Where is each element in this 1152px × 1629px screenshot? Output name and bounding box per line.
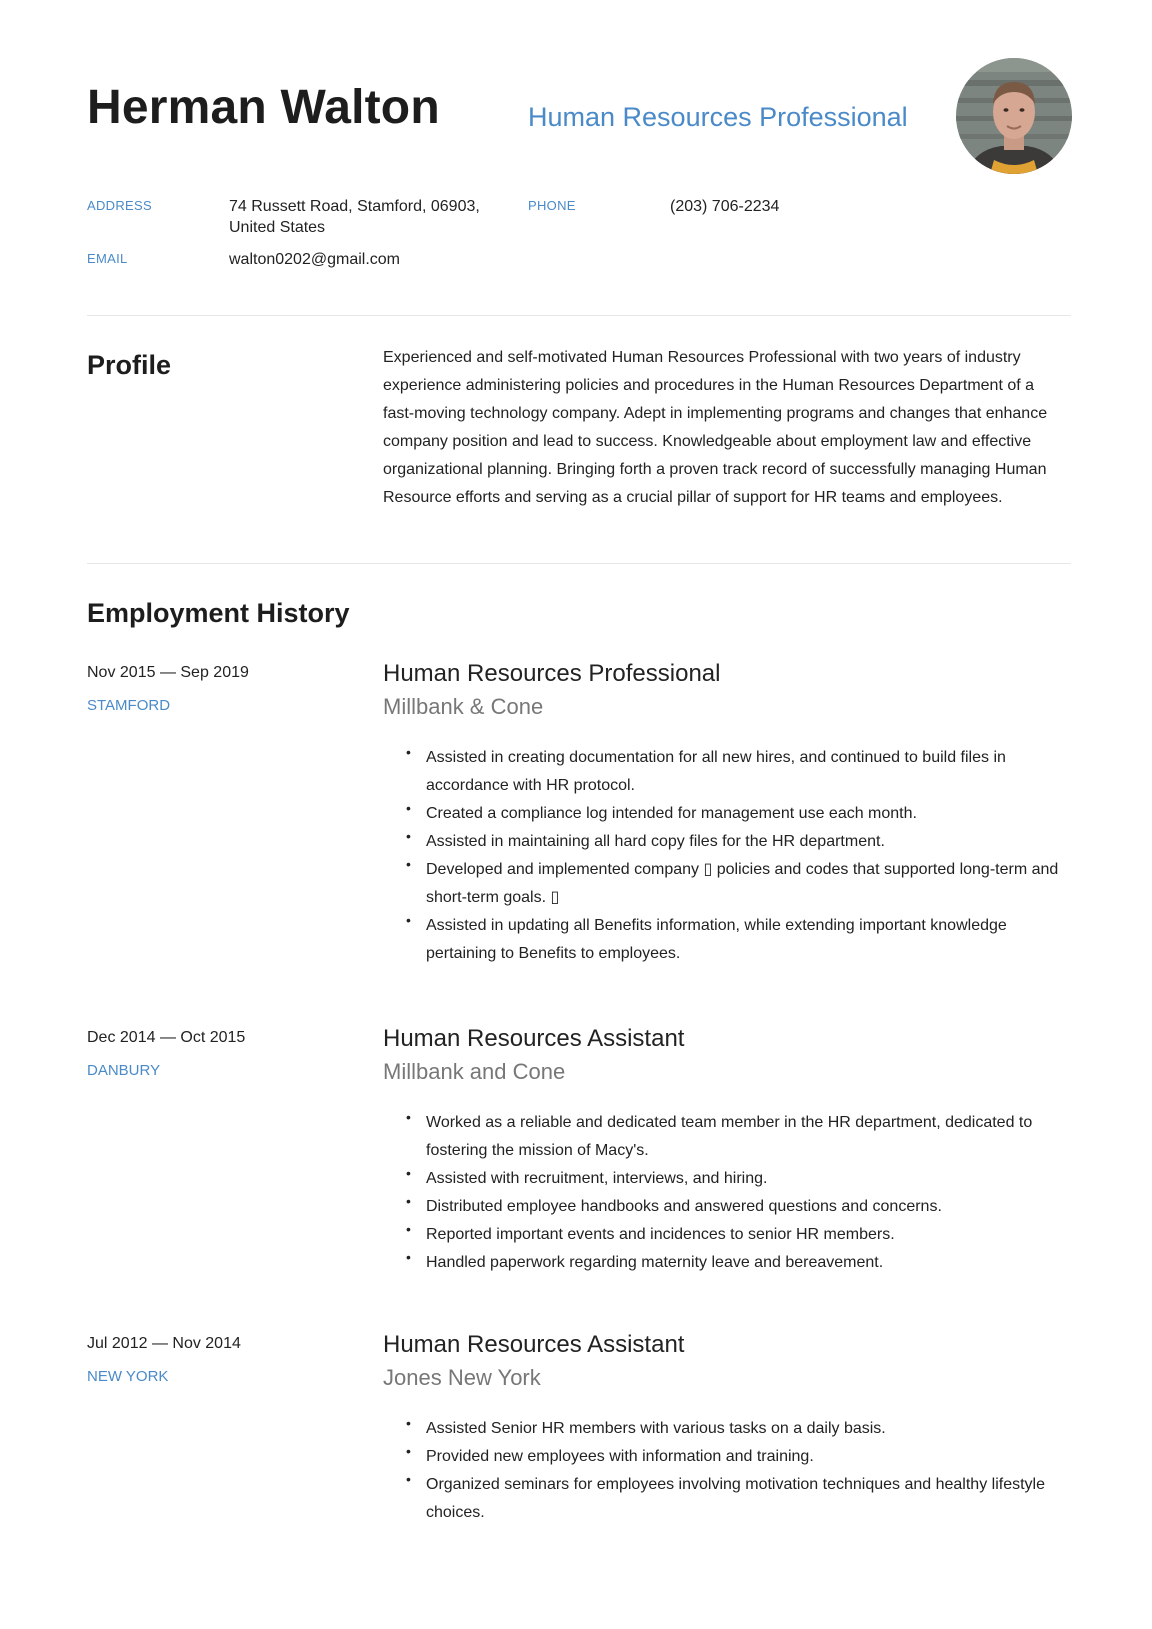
job-title: Human Resources Assistant xyxy=(383,1025,685,1052)
job-city: STAMFORD xyxy=(87,697,171,714)
duty-line: accordance with HR protocol. xyxy=(426,777,635,794)
duty-line: Reported important events and incidences to senior HR members. xyxy=(426,1226,895,1243)
job-dates: Dec 2014 — Oct 2015 xyxy=(87,1029,246,1046)
job-title: Human Resources Professional xyxy=(383,660,721,687)
job-company: Millbank & Cone xyxy=(383,694,544,719)
address-label: ADDRESS xyxy=(87,198,152,213)
duty-line: Worked as a reliable and dedicated team member in the HR department, dedicated to xyxy=(426,1114,1033,1131)
bullet-icon: • xyxy=(406,1471,411,1487)
profile-line: Experienced and self-motivated Human Resources Professional with two years of industry xyxy=(383,349,1021,366)
list-item xyxy=(0,1109,1152,1165)
job-company: Millbank and Cone xyxy=(383,1059,566,1084)
list-item xyxy=(0,744,1152,800)
profile-line: fast-moving technology company. Adept in implementing programs and changes that enhance xyxy=(383,405,1048,422)
list-item xyxy=(0,1249,1152,1277)
bullet-icon: • xyxy=(406,744,411,760)
duty-line: choices. xyxy=(426,1504,485,1521)
candidate-name: Herman Walton xyxy=(87,81,440,134)
bullet-icon: • xyxy=(406,1443,411,1459)
bullet-icon: • xyxy=(406,1109,411,1125)
bullet-icon: • xyxy=(406,828,411,844)
address-value xyxy=(229,196,480,238)
employment-heading: Employment History xyxy=(87,598,350,628)
job-city: DANBURY xyxy=(87,1062,161,1079)
bullet-icon: • xyxy=(406,1249,411,1265)
address-line-2: United States xyxy=(229,219,326,236)
job-duties xyxy=(0,744,1152,968)
duty-line: Assisted in maintaining all hard copy files for the HR department. xyxy=(426,833,885,850)
list-item xyxy=(0,1221,1152,1249)
list-item xyxy=(0,1165,1152,1193)
duty-line: Provided new employees with information and training. xyxy=(426,1448,814,1465)
bullet-icon: • xyxy=(406,1415,411,1431)
duty-line: Assisted in updating all Benefits information, while extending important knowledge xyxy=(426,917,1007,934)
profile-photo xyxy=(956,58,1072,174)
job-dates: Jul 2012 — Nov 2014 xyxy=(87,1335,241,1352)
job-duties xyxy=(0,1109,1152,1277)
profile-summary xyxy=(383,344,1083,512)
profile-line: company position and lead to success. Knowledgeable about employment law and effective xyxy=(383,433,1032,450)
email-label: EMAIL xyxy=(87,251,128,266)
duty-line: Created a compliance log intended for management use each month. xyxy=(426,805,917,822)
duty-line: Assisted in creating documentation for all new hires, and continued to build files in xyxy=(426,749,1006,766)
duty-line: fostering the mission of Macy's. xyxy=(426,1142,649,1159)
bullet-icon: • xyxy=(406,1165,411,1181)
address-line-1: 74 Russett Road, Stamford, 06903, xyxy=(229,198,480,215)
job-dates: Nov 2015 — Sep 2019 xyxy=(87,664,249,681)
candidate-title: Human Resources Professional xyxy=(528,102,908,132)
duty-line: Developed and implemented company ▯ policies and codes that supported long-term and xyxy=(426,861,1059,878)
duty-line: pertaining to Benefits to employees. xyxy=(426,945,681,962)
avatar xyxy=(956,58,1072,174)
bullet-icon: • xyxy=(406,856,411,872)
bullet-icon: • xyxy=(406,1193,411,1209)
profile-line: organizational planning. Bringing forth a proven track record of successfully managing Human xyxy=(383,461,1047,478)
list-item xyxy=(0,1471,1152,1527)
list-item xyxy=(0,912,1152,968)
duty-line: short-term goals. ▯ xyxy=(426,889,560,906)
list-item xyxy=(0,828,1152,856)
divider xyxy=(87,563,1071,564)
divider xyxy=(87,315,1071,316)
email-value: walton0202@gmail.com xyxy=(229,251,400,268)
duty-line: Distributed employee handbooks and answered questions and concerns. xyxy=(426,1198,942,1215)
job-company: Jones New York xyxy=(383,1365,541,1390)
job-duties xyxy=(0,1415,1152,1527)
list-item xyxy=(0,856,1152,912)
phone-value: (203) 706-2234 xyxy=(670,198,780,215)
duty-line: Handled paperwork regarding maternity leave and bereavement. xyxy=(426,1254,884,1271)
duty-line: Assisted Senior HR members with various tasks on a daily basis. xyxy=(426,1420,886,1437)
list-item xyxy=(0,800,1152,828)
job-title: Human Resources Assistant xyxy=(383,1331,685,1358)
phone-label: PHONE xyxy=(528,198,576,213)
list-item xyxy=(0,1193,1152,1221)
job-city: NEW YORK xyxy=(87,1368,169,1385)
profile-line: Resource efforts and serving as a crucial pillar of support for HR teams and employees. xyxy=(383,489,1003,506)
profile-line: experience administering policies and procedures in the Human Resources Department of a xyxy=(383,377,1035,394)
profile-heading: Profile xyxy=(87,350,172,380)
bullet-icon: • xyxy=(406,912,411,928)
list-item xyxy=(0,1443,1152,1471)
duty-line: Organized seminars for employees involving motivation techniques and healthy lifestyle xyxy=(426,1476,1045,1493)
bullet-icon: • xyxy=(406,800,411,816)
duty-line: Assisted with recruitment, interviews, and hiring. xyxy=(426,1170,768,1187)
bullet-icon: • xyxy=(406,1221,411,1237)
list-item xyxy=(0,1415,1152,1443)
